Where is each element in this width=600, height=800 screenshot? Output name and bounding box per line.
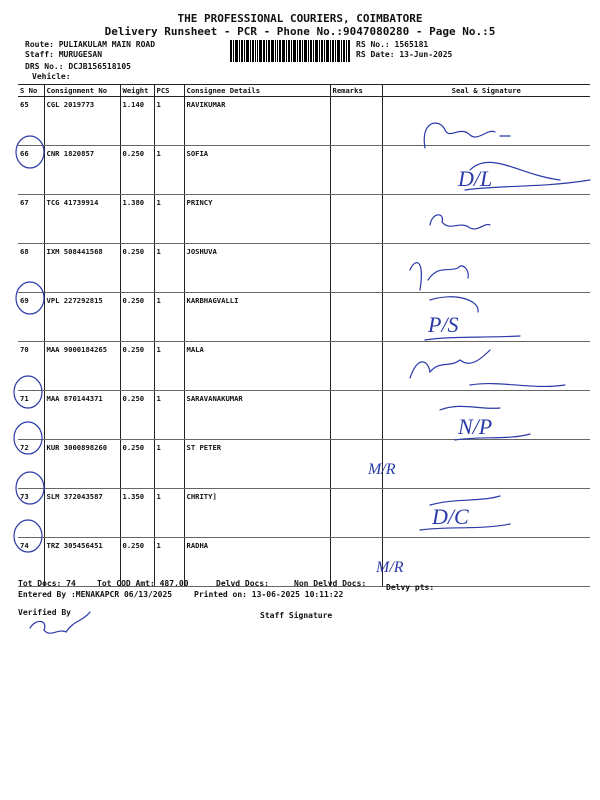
cell-pcs: 1 (154, 489, 184, 538)
handwriting-row73-mr: M/R (368, 461, 396, 478)
col-header-consignment: Consignment No (44, 85, 120, 97)
col-header-signature: Seal & Signature (382, 85, 590, 97)
signature-row67 (430, 215, 490, 229)
cell-pcs: 1 (154, 146, 184, 195)
cell-sno: 72 (18, 440, 44, 489)
document-title: THE PROFESSIONAL COURIERS, COIMBATORE (177, 12, 423, 25)
col-header-remarks: Remarks (330, 85, 382, 97)
printed-on: Printed on: 13-06-2025 10:11:22 (194, 590, 344, 599)
cell-name: SOFIA (184, 146, 330, 195)
cell-cno: MAA 9000184265 (44, 342, 120, 391)
circle-mark-69 (16, 282, 44, 314)
cell-weight: 0.250 (120, 538, 154, 587)
staff-signature-label: Staff Signature (260, 611, 333, 620)
cell-cno: SLM 372043587 (44, 489, 120, 538)
circle-mark-66 (16, 136, 44, 168)
cell-name: RADHA (184, 538, 330, 587)
cell-sno: 68 (18, 244, 44, 293)
cell-cno: TCG 41739914 (44, 195, 120, 244)
total-docs: Tot Docs: 74 (18, 579, 76, 588)
rs-date: RS Date: 13-Jun-2025 (356, 50, 453, 59)
circle-mark-72 (14, 422, 42, 454)
col-header-pcs: PCS (154, 85, 184, 97)
cell-weight: 0.250 (120, 391, 154, 440)
vehicle-label: Vehicle: (32, 72, 71, 81)
cell-cno: CGL 2019773 (44, 97, 120, 146)
cell-pcs: 1 (154, 244, 184, 293)
cell-weight: 0.250 (120, 440, 154, 489)
cell-name: KARBHAGVALLI (184, 293, 330, 342)
cell-cno: TRZ 305456451 (44, 538, 120, 587)
rs-number: RS No.: 1565181 (356, 40, 429, 49)
cell-pcs: 1 (154, 293, 184, 342)
cell-cno: MAA 870144371 (44, 391, 120, 440)
cell-pcs: 1 (154, 391, 184, 440)
cell-sno: 71 (18, 391, 44, 440)
cell-pcs: 1 (154, 97, 184, 146)
delivered-docs: Delvd Docs: (216, 579, 269, 588)
cell-sno: 70 (18, 342, 44, 391)
cell-name: SARAVANAKUMAR (184, 391, 330, 440)
cell-sno: 73 (18, 489, 44, 538)
col-header-sno: S No (18, 85, 44, 97)
handwriting-row74: M/R (376, 559, 404, 576)
route-label: Route: PULIAKULAM MAIN ROAD (25, 40, 156, 49)
non-delivered-docs: Non Delvd Docs: (294, 579, 367, 588)
cell-name: JOSHUVA (184, 244, 330, 293)
cell-cno: KUR 3000898260 (44, 440, 120, 489)
signature-row68 (410, 263, 468, 290)
cell-sno: 66 (18, 146, 44, 195)
cell-cno: VPL 227292815 (44, 293, 120, 342)
cell-sno: 67 (18, 195, 44, 244)
total-cod-amount: Tot COD Amt: 487.00 (97, 579, 189, 588)
handwriting-row69: P/S (428, 312, 459, 337)
entered-by: Entered By :MENAKAPCR 06/13/2025 (18, 590, 173, 599)
cell-cno: IXM 508441568 (44, 244, 120, 293)
signature-row65 (424, 123, 510, 148)
handwriting-row66: D/L (458, 166, 493, 191)
document-subtitle: Delivery Runsheet - PCR - Phone No.:9047080280 - Page No.:5 (104, 25, 496, 38)
cell-weight: 1.350 (120, 489, 154, 538)
cell-cno: CNR 1820857 (44, 146, 120, 195)
cell-pcs: 1 (154, 440, 184, 489)
cell-weight: 0.250 (120, 244, 154, 293)
circle-mark-73 (16, 472, 44, 504)
cell-name: MALA (184, 342, 330, 391)
signature-row70 (410, 350, 565, 386)
circle-mark-74 (14, 520, 42, 552)
cell-name: PRINCY (184, 195, 330, 244)
cell-pcs: 1 (154, 538, 184, 587)
verified-by-label: Verified By (18, 608, 71, 617)
cell-pcs: 1 (154, 342, 184, 391)
circle-mark-71 (14, 376, 42, 408)
staff-label: Staff: MURUGESAN (25, 50, 103, 59)
cell-weight: 0.250 (120, 293, 154, 342)
handwriting-row72: N/P (458, 414, 493, 439)
cell-sno: 74 (18, 538, 44, 587)
cell-weight: 0.250 (120, 342, 154, 391)
col-header-consignee: Consignee Details (184, 85, 330, 97)
cell-name: ST PETER (184, 440, 330, 489)
cell-weight: 1.380 (120, 195, 154, 244)
drs-number: DRS No.: DCJB156518105 (25, 62, 131, 71)
col-header-weight: Weight (120, 85, 154, 97)
cell-sno: 69 (18, 293, 44, 342)
cell-sno: 65 (18, 97, 44, 146)
cell-weight: 1.140 (120, 97, 154, 146)
cell-name: CHRITY] (184, 489, 330, 538)
cell-weight: 0.250 (120, 146, 154, 195)
cell-pcs: 1 (154, 195, 184, 244)
delivery-points: Delvy pts: (386, 583, 435, 592)
cell-name: RAVIKUMAR (184, 97, 330, 146)
handwriting-row73: D/C (432, 504, 469, 529)
